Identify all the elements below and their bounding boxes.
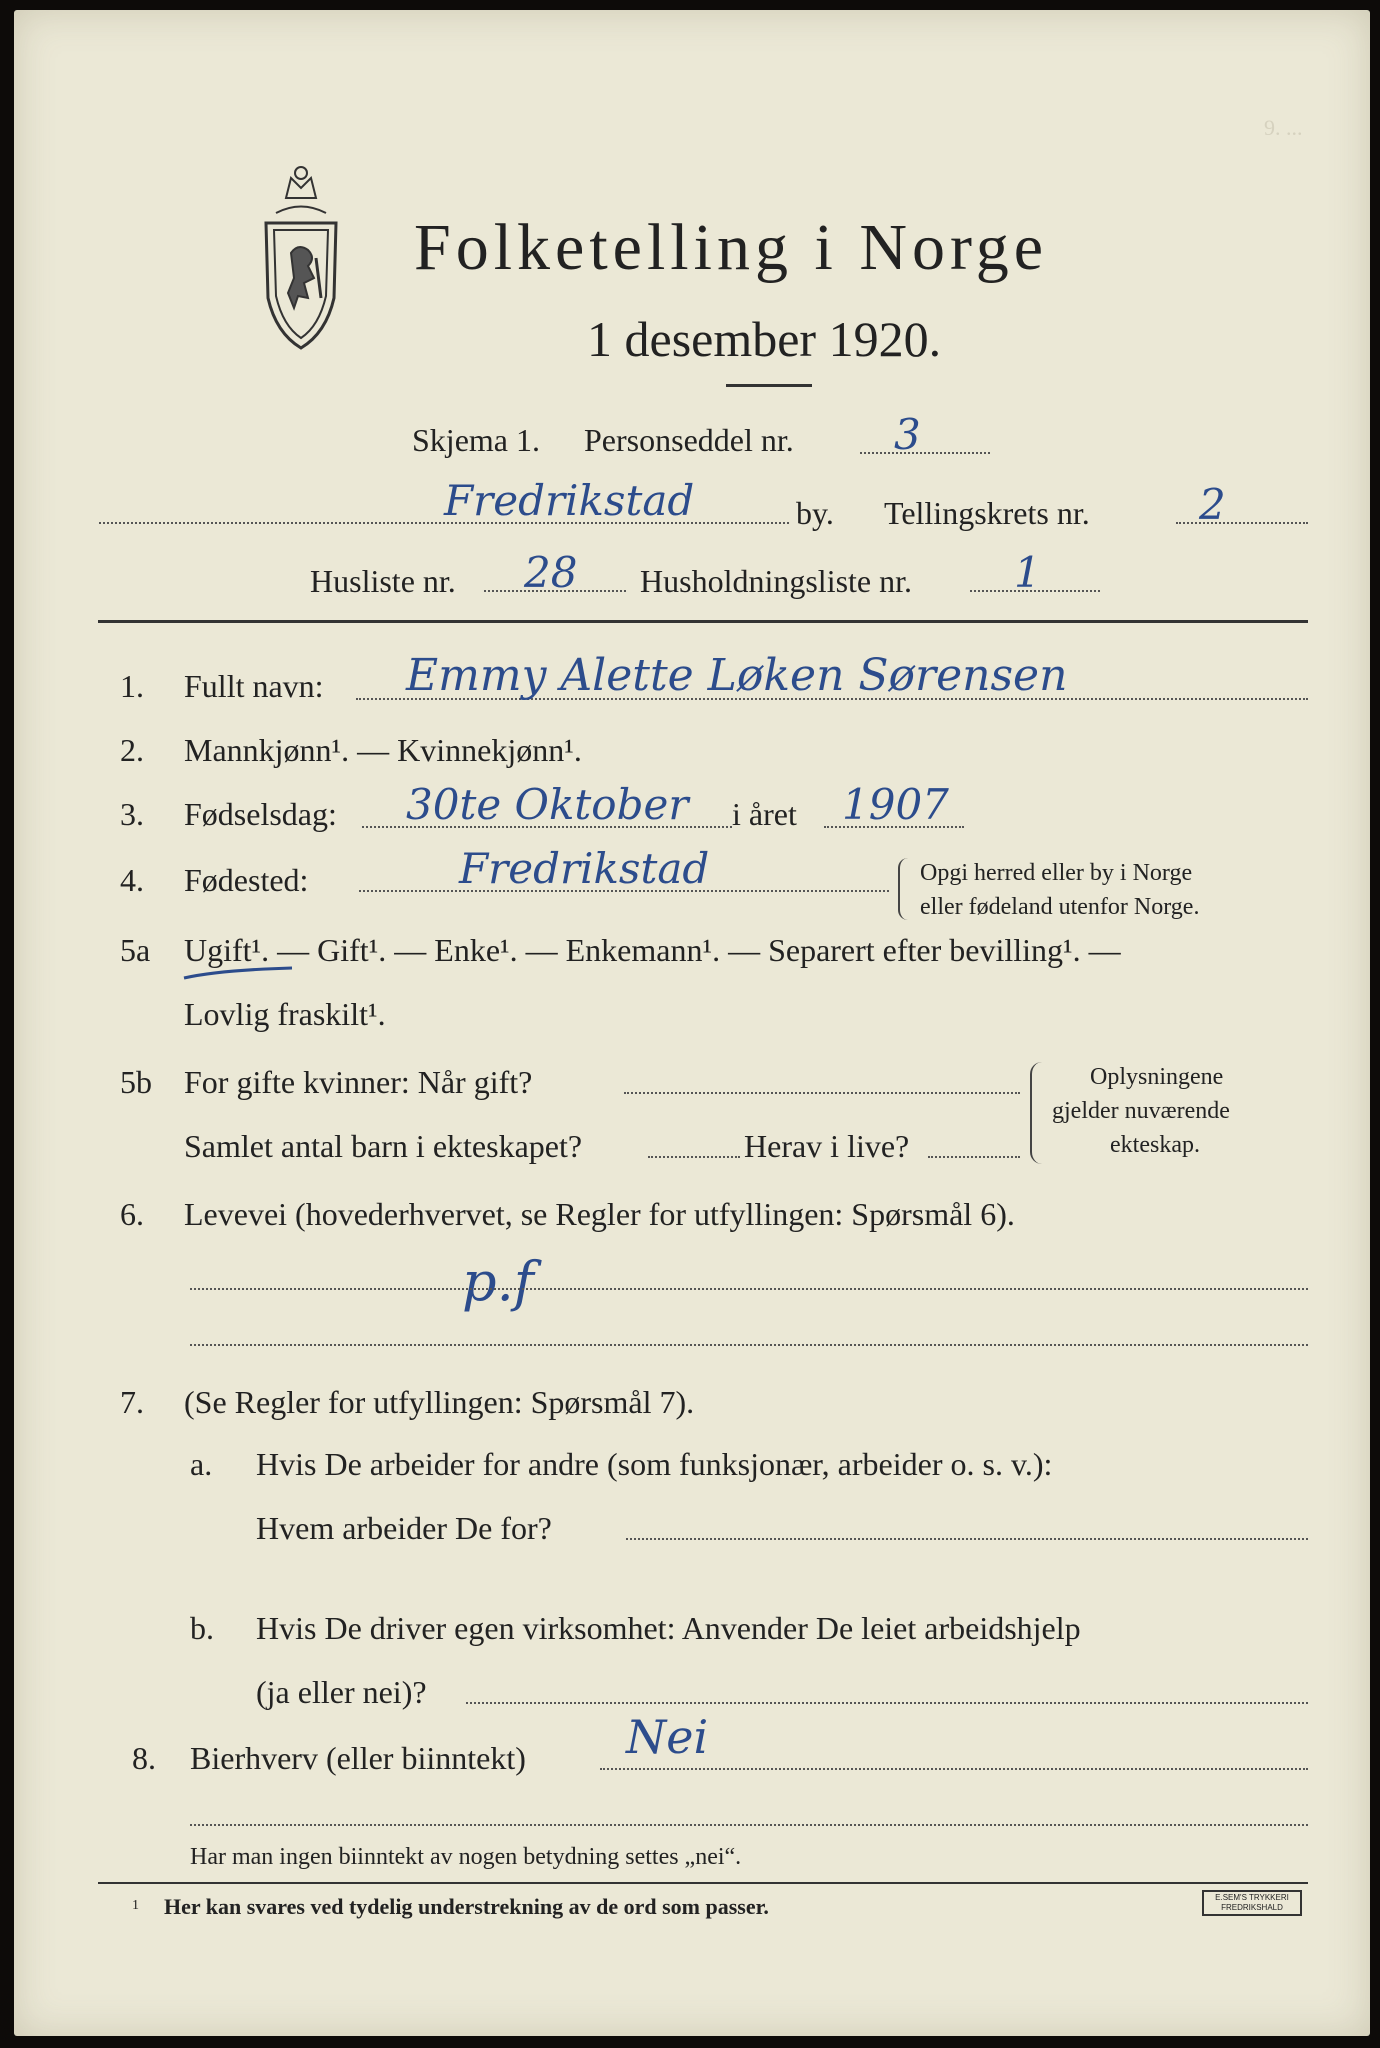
q7b-answer-line <box>466 1702 1308 1704</box>
footnote-mark: 1 <box>132 1898 139 1913</box>
q7-label: (Se Regler for utfyllingen: Spørsmål 7). <box>184 1384 695 1420</box>
q3-year-value: 1907 <box>842 780 949 829</box>
form-title: Folketelling i Norge <box>414 211 1049 284</box>
q4-label: Fødested: <box>184 862 309 898</box>
q4-note-line2: eller fødeland utenfor Norge. <box>920 894 1200 920</box>
q2-label: Mannkjønn¹. — Kvinnekjønn¹. <box>184 732 582 768</box>
bleed-through-text: 9. ... <box>1264 115 1303 140</box>
q3-number: 3. <box>120 796 144 832</box>
q5b-alive-label: Herav i live? <box>744 1128 910 1164</box>
q1-label: Fullt navn: <box>184 668 324 704</box>
q8-line <box>600 1768 1308 1770</box>
coat-of-arms-icon <box>246 158 356 358</box>
city-value: Fredrikstad <box>444 476 695 525</box>
tellingskrets-line <box>1176 522 1308 524</box>
q5b-note-line2: gjelder nuværende <box>1052 1098 1230 1124</box>
q6-number: 6. <box>120 1196 144 1232</box>
q3-aret-label: i året <box>732 796 797 832</box>
q8-line2 <box>190 1824 1308 1826</box>
q2-number: 2. <box>120 732 144 768</box>
q4-bracket <box>898 858 908 920</box>
q5b-number: 5b <box>120 1064 152 1100</box>
q7a-line1: Hvis De arbeider for andre (som funksjonær, arbeider o. s. v.): <box>256 1446 1053 1482</box>
q7b-letter: b. <box>190 1610 214 1646</box>
q8-number: 8. <box>132 1740 156 1776</box>
census-form-page <box>14 10 1370 2036</box>
footer-rule <box>98 1882 1308 1884</box>
tellingskrets-value: 2 <box>1199 480 1226 529</box>
q8-label: Bierhverv (eller biinntekt) <box>190 1740 526 1776</box>
q4-note-line1: Opgi herred eller by i Norge <box>920 860 1193 886</box>
by-label: by. <box>796 495 834 531</box>
tellingskrets-label: Tellingskrets nr. <box>884 495 1090 531</box>
q5b-bracket <box>1030 1062 1042 1164</box>
q5b-children-label: Samlet antal barn i ekteskapet? <box>184 1128 583 1164</box>
q5a-line2: Lovlig fraskilt¹. <box>184 996 386 1032</box>
printer-stamp <box>1202 1890 1302 1916</box>
q6-label: Levevei (hovederhvervet, se Regler for utfyllingen: Spørsmål 6). <box>184 1196 1015 1232</box>
q4-number: 4. <box>120 862 144 898</box>
q7-number: 7. <box>120 1384 144 1420</box>
q6-line1 <box>190 1288 1308 1290</box>
title-divider <box>726 384 812 387</box>
q5b-alive-line <box>928 1156 1020 1158</box>
q7b-line1: Hvis De driver egen virksomhet: Anvender De leiet arbeidshjelp <box>256 1610 1081 1646</box>
q6-value: p.f <box>462 1250 534 1313</box>
printer-stamp-line2: FREDRIKSHALD <box>1221 1903 1283 1912</box>
q7a-letter: a. <box>190 1446 213 1482</box>
q7a-line2: Hvem arbeider De for? <box>256 1510 552 1546</box>
printer-stamp-line1: E.SEM'S TRYKKERI <box>1215 1893 1289 1902</box>
personseddel-value: 3 <box>894 410 921 459</box>
q4-value: Fredrikstad <box>459 844 710 893</box>
ugift-underline-mark <box>180 964 300 984</box>
husholdning-label: Husholdningsliste nr. <box>640 563 913 599</box>
q5b-married-line <box>624 1092 1020 1094</box>
q1-number: 1. <box>120 668 144 704</box>
q3-label: Fødselsdag: <box>184 796 337 832</box>
census-date: 1 desember 1920. <box>587 311 942 367</box>
q6-line2 <box>190 1344 1308 1346</box>
husliste-value: 28 <box>524 548 578 597</box>
q3-value: 30te Oktober <box>406 780 689 829</box>
personseddel-line <box>860 452 990 454</box>
header-rule <box>98 620 1308 623</box>
q5b-note-line1: Oplysningene <box>1090 1064 1224 1090</box>
q5b-note-line3: ekteskap. <box>1110 1132 1200 1158</box>
husholdning-value: 1 <box>1014 548 1041 597</box>
footer-note: Har man ingen biinntekt av nogen betydning settes „nei“. <box>190 1844 742 1870</box>
q8-value: Nei <box>626 1710 709 1764</box>
q7b-line2: (ja eller nei)? <box>256 1674 427 1710</box>
q5b-children-line <box>648 1156 740 1158</box>
q5b-line1: For gifte kvinner: Når gift? <box>184 1064 533 1100</box>
q5a-line1: Ugift¹. — Gift¹. — Enke¹. — Enkemann¹. — Separert efter bevilling¹. — <box>184 932 1121 968</box>
q1-value: Emmy Alette Løken Sørensen <box>406 650 1068 701</box>
skjema-label: Skjema 1. <box>412 422 540 458</box>
personseddel-label: Personseddel nr. <box>584 422 794 458</box>
q5a-number: 5a <box>120 932 151 968</box>
q7a-answer-line <box>626 1538 1308 1540</box>
footnote-text: Her kan svares ved tydelig understrekning av de ord som passer. <box>164 1894 769 1919</box>
husliste-label: Husliste nr. <box>310 563 456 599</box>
